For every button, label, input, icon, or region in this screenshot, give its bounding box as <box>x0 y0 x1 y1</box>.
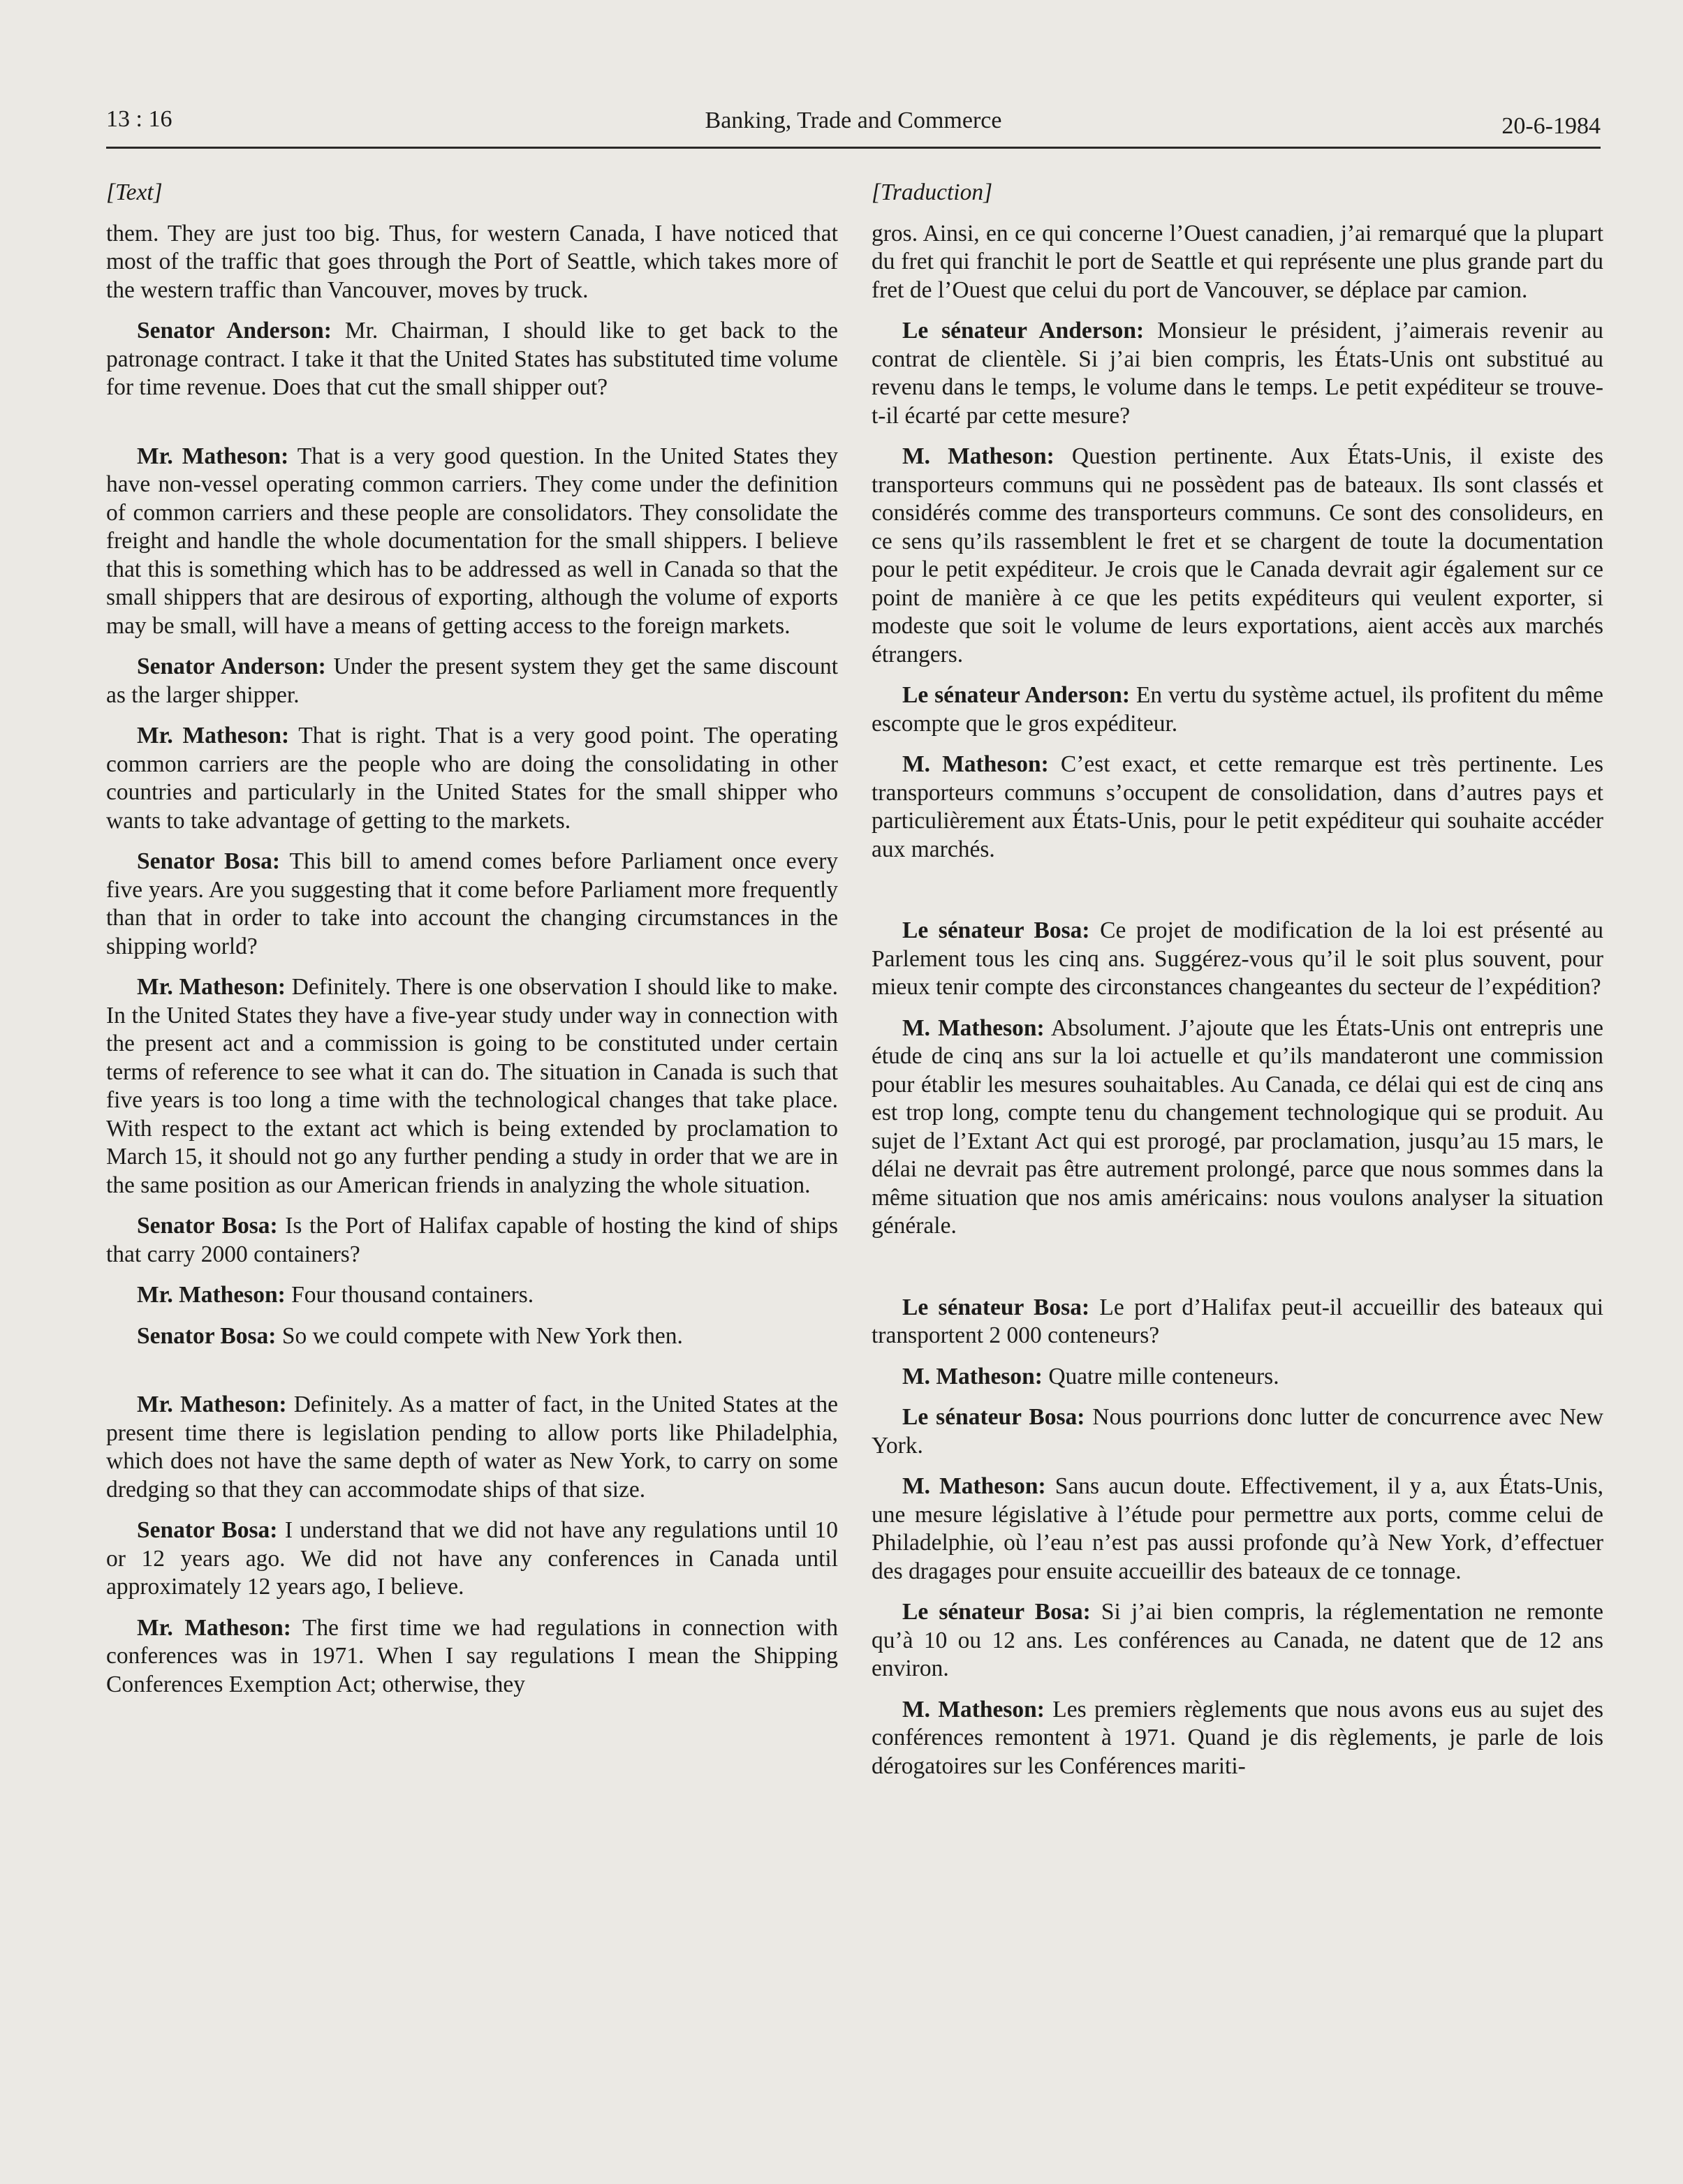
speech-text: Le port d’Halifax peut-il accueillir des bateaux qui transportent 2 000 conteneurs? <box>872 1294 1603 1348</box>
speaker-name: Le sénateur Bosa: <box>902 917 1090 943</box>
paragraph <box>106 317 838 402</box>
speaker-name: Senator Bosa: <box>137 1213 278 1239</box>
speech-text: Ce projet de modification de la loi est présenté au Parlement tous les cinq ans. Suggérez-vous qu’il le soit plus souvent, pour mieux tenir compte des circonstances changeantes du secteur de l’expédition? <box>872 917 1603 1000</box>
paragraph <box>106 1281 838 1310</box>
paragraph <box>106 1391 838 1504</box>
paragraph <box>106 220 838 305</box>
column-label: [Text] <box>106 179 163 205</box>
paragraph <box>106 1517 838 1602</box>
speaker-name: M. Matheson: <box>902 751 1049 777</box>
paragraph <box>106 973 838 1200</box>
speaker-name: M. Matheson: <box>902 1696 1045 1722</box>
speaker-name: Le sénateur Bosa: <box>902 1404 1085 1430</box>
paragraph <box>872 317 1603 430</box>
speech-text: The first time we had regulations in connection with conferences was in 1971. When I say regulations I mean the Shipping Conferences Exemption Act; otherwise, they <box>106 1614 838 1697</box>
paragraph <box>106 1322 838 1351</box>
paragraph <box>872 1403 1603 1460</box>
column-label: [Traduction] <box>872 179 993 205</box>
speech-text: Nous pourrions donc lutter de concurrence avec New York. <box>872 1404 1603 1459</box>
speaker-name: Mr. Matheson: <box>137 1614 291 1641</box>
speech-text: Monsieur le président, j’aimerais revenir au contrat de clientèle. Si j’ai bien compris, les États-Unis ont substitué au revenu dans le temps, le volume dans le temps. Le petit expéditeur se trouve-t-il écarté par cette mesure? <box>872 318 1603 429</box>
speech-text: Sans aucun doute. Effectivement, il y a, aux États-Unis, une mesure législative à l’étude pour permettre aux ports, comme celui de Philadelphie, où l’eau n’est pas aussi profonde qu’à New York, d’effectuer des dragages pour ensuite accueillir des bateaux de ce tonnage. <box>872 1473 1603 1584</box>
speaker-name: Mr. Matheson: <box>137 974 286 1000</box>
paragraph <box>106 1614 838 1699</box>
speaker-name: Le sénateur Anderson: <box>902 682 1131 708</box>
paragraph <box>106 1212 838 1269</box>
paragraph <box>872 1294 1603 1350</box>
paragraph <box>872 681 1603 738</box>
speech-text: So we could compete with New York then. <box>276 1322 683 1349</box>
page-header <box>106 105 1601 149</box>
speech-text: This bill to amend comes before Parliament once every five years. Are you suggesting that it come before Parliament more frequently than that in order to take into account the changing circumstances in the shipping world? <box>106 848 838 959</box>
speaker-name: Le sénateur Anderson: <box>902 318 1145 344</box>
speaker-name: Mr. Matheson: <box>137 1282 286 1308</box>
speech-text: Under the present system they get the same discount as the larger shipper. <box>106 654 839 708</box>
paragraph <box>872 220 1603 305</box>
paragraph <box>872 443 1603 669</box>
paragraph <box>872 1696 1603 1781</box>
speaker-name: Senator Anderson: <box>137 654 326 679</box>
sitting-date: 20-6-1984 <box>1501 113 1601 139</box>
english-column <box>106 179 838 1711</box>
speech-text: Absolument. J’ajoute que les États-Unis ont entrepris une étude de cinq ans sur la loi actuelle et qu’ils mandateront une commission pour établir les mesures souhaitables. Au Canada, ce délai qui est de cinq ans est trop long, compte tenu du changement technologique qui se produit. Au sujet de l’Extant Act qui est prorogé, par proclamation, jusqu’au 15 mars, le délai ne devrait pas être autrement prolongé, parce que nous sommes dans la même situation que nos amis américains: nous voulons analyser la situation générale. <box>872 1014 1603 1239</box>
speaker-name: Le sénateur Bosa: <box>902 1294 1090 1320</box>
speech-text: Mr. Chairman, I should like to get back to the patronage contract. I take it that the United States has substituted time volume for time revenue. Does that cut the small shipper out? <box>106 318 838 400</box>
speech-text: C’est exact, et cette remarque est très pertinente. Les transporteurs communs s’occupent de consolidation, dans d’autres pays et particulièrement aux États-Unis, pour le petit expéditeur qui souhaite accéder aux marchés. <box>872 751 1604 862</box>
speech-text: them. They are just too big. Thus, for western Canada, I have noticed that most of the traffic that goes through the Port of Seattle, which takes more of the western traffic than Vancouver, moves by truck. <box>106 220 838 303</box>
paragraph <box>872 1598 1603 1683</box>
speech-text: En vertu du système actuel, ils profitent du même escompte que le gros expéditeur. <box>872 682 1603 737</box>
speech-text: Si j’ai bien compris, la réglementation ne remonte qu’à 10 ou 12 ans. Les conférences au Canada, ne datent que de 12 ans environ. <box>872 1599 1603 1681</box>
speaker-name: M. Matheson: <box>902 1363 1043 1389</box>
paragraph <box>106 722 838 835</box>
speech-text: Four thousand containers. <box>285 1282 534 1308</box>
speech-text: gros. Ainsi, en ce qui concerne l’Ouest canadien, j’ai remarqué que la plupart du fret qui franchit le port de Seattle et qui représente une plus grande part du fret de l’Ouest que celui du port de Vancouver, se déplace par camion. <box>872 220 1603 303</box>
speech-text: Definitely. There is one observation I should like to make. In the United States they have a five-year study under way in connection with the present act and a commission is going to be constituted under certain terms of reference to see what it can do. The situation in Canada is such that five years is too long a time with the technological changes that take place. With respect to the extant act which is being extended by proclamation to March 15, it should not go any further pending a study in order that we are in the same position as our American friends in analyzing the whole situation. <box>106 974 838 1198</box>
speaker-name: Mr. Matheson: <box>137 723 290 748</box>
paragraph <box>872 917 1603 1002</box>
speaker-name: Senator Anderson: <box>137 318 332 344</box>
speaker-name: Senator Bosa: <box>137 1322 277 1349</box>
speaker-name: Senator Bosa: <box>137 1517 278 1543</box>
paragraph <box>106 848 838 961</box>
speaker-name: Mr. Matheson: <box>137 1392 287 1417</box>
speech-text: Is the Port of Halifax capable of hosting the kind of ships that carry 2000 containers? <box>106 1213 838 1267</box>
speaker-name: M. Matheson: <box>902 443 1054 469</box>
spacer <box>872 1253 1603 1294</box>
speaker-name: Mr. Matheson: <box>137 443 289 469</box>
speech-text: I understand that we did not have any regulations until 10 or 12 years ago. We did not have any conferences in Canada until approximately 12 years ago, I believe. <box>106 1517 838 1600</box>
paragraph <box>872 1014 1603 1241</box>
speech-text: That is right. That is a very good point. The operating common carriers are the people who are doing the consolidating in other countries and particularly in the United States for the small shipper who wants to take advantage of getting to the markets. <box>106 723 838 834</box>
speaker-name: Le sénateur Bosa: <box>902 1599 1091 1625</box>
french-column <box>872 179 1603 1793</box>
spacer <box>106 1363 838 1391</box>
paragraph <box>872 1363 1603 1392</box>
speech-text: Definitely. As a matter of fact, in the United States at the present time there is legislation pending to allow ports like Philadelphia, which does not have the same depth of water as New York, to carry on some dredging so that they can accommodate ships of that size. <box>106 1392 838 1503</box>
speaker-name: Senator Bosa: <box>137 848 281 874</box>
spacer <box>106 415 838 443</box>
paragraph <box>106 653 838 709</box>
page-number: 13 : 16 <box>106 106 172 132</box>
paragraph <box>872 1473 1603 1586</box>
committee-title: Banking, Trade and Commerce <box>705 108 1002 133</box>
speech-text: That is a very good question. In the United States they have non-vessel operating common carriers. They come under the definition of common carriers and these people are consolidators. They consolidate the freight and handle the whole documentation for the small shippers. I believe that this is something which has to be addressed as well in Canada so that the small shippers that are desirous of exporting, although the volume of exports may be small, will have a means of getting access to the foreign markets. <box>106 443 838 639</box>
spacer <box>872 876 1603 917</box>
speaker-name: M. Matheson: <box>902 1014 1045 1041</box>
speaker-name: M. Matheson: <box>902 1473 1046 1499</box>
speech-text: Question pertinente. Aux États-Unis, il existe des transporteurs communs qui ne possèdent pas de bateaux. Ils sont classés et considérés comme des transporteurs communs. Ce sont des consolideurs, en ce sens qu’ils rassemblent le fret et se chargent de toute la documentation pour le petit expéditeur. Je crois que le Canada devrait agir également sur ce point de manière à ce que les petits expéditeurs qui veulent exporter, si modeste que soit le volume de leurs exportations, aient accès aux marchés étrangers. <box>872 443 1604 667</box>
paragraph <box>106 443 838 641</box>
speech-text: Quatre mille conteneurs. <box>1042 1363 1279 1389</box>
speech-text: Les premiers règlements que nous avons eus au sujet des conférences remontent à 1971. Quand je dis règlements, je parle de lois dérogatoires sur les Conférences mariti- <box>872 1696 1604 1779</box>
paragraph <box>872 751 1603 864</box>
